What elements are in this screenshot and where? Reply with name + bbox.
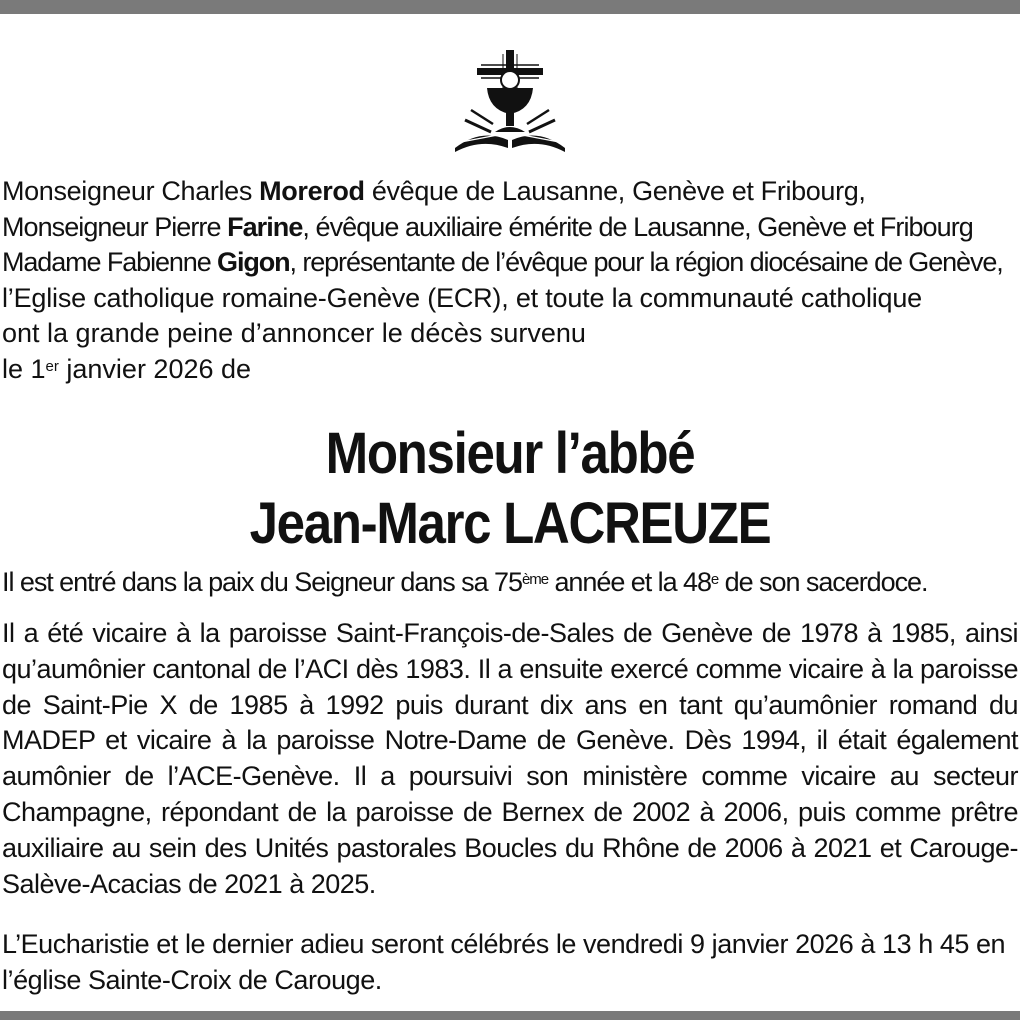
deceased-title: Monsieur l’abbé: [325, 421, 695, 486]
funeral-paragraph: L’Eucharistie et le dernier adieu seront célébrés le vendredi 9 janvier 2026 à 13 h 45 en l’église Sainte-Croix de Carouge.: [2, 929, 1006, 995]
intro-line-1: Monseigneur Charles Morerod évêque de Lausanne, Genève et Fribourg,: [2, 176, 866, 206]
announcement-intro: [2, 174, 1018, 388]
bottom-rule: [0, 1011, 1020, 1020]
deceased-name: Jean-Marc LACREUZE: [249, 491, 771, 556]
intro-line-6: le 1er janvier 2026 de: [2, 353, 252, 384]
intro-line-5: ont la grande peine d’annoncer le décès survenu: [2, 318, 586, 349]
intro-line-3: Madame Fabienne Gigon, représentante de l’évêque pour la région diocésaine de Genève,: [2, 247, 1003, 278]
cross-chalice-book-icon: [451, 48, 569, 156]
intro-line-2: Monseigneur Pierre Farine, évêque auxiliaire émérite de Lausanne, Genève et Fribourg: [2, 211, 973, 242]
intro-line-4: l’Eglise catholique romaine-Genève (ECR), et toute la communauté catholique: [2, 282, 922, 313]
age-paragraph: Il est entré dans la paix du Seigneur dans sa 75ème année et la 48e de son sacerdoce.: [2, 567, 928, 597]
career-paragraph: Il a été vicaire à la paroisse Saint-François-de-Sales de Genève de 1978 à 1985, ainsi qu’aumônier cantonal de l’ACI dès 1983. Il a ensuite exercé comme vicaire à la paroisse de Saint-Pie X de 1985 à 1992 puis durant dix ans en tant qu’aumônier romand du MADEP et vicaire à la paroisse Notre-Dame de Genève. Dès 1994, il était également aumônier de l’ACE-Genève. Il a poursuivi son ministère comme vicaire au secteur Champagne, répondant de la paroisse de Bernex de 2002 à 2006, puis comme prêtre auxiliaire au sein des Unités pastorales Boucles du Rhône de 2006 à 2021 et Carouge-Salève-Acacias de 2021 à 2025.: [2, 618, 1018, 899]
top-rule: [0, 0, 1020, 14]
